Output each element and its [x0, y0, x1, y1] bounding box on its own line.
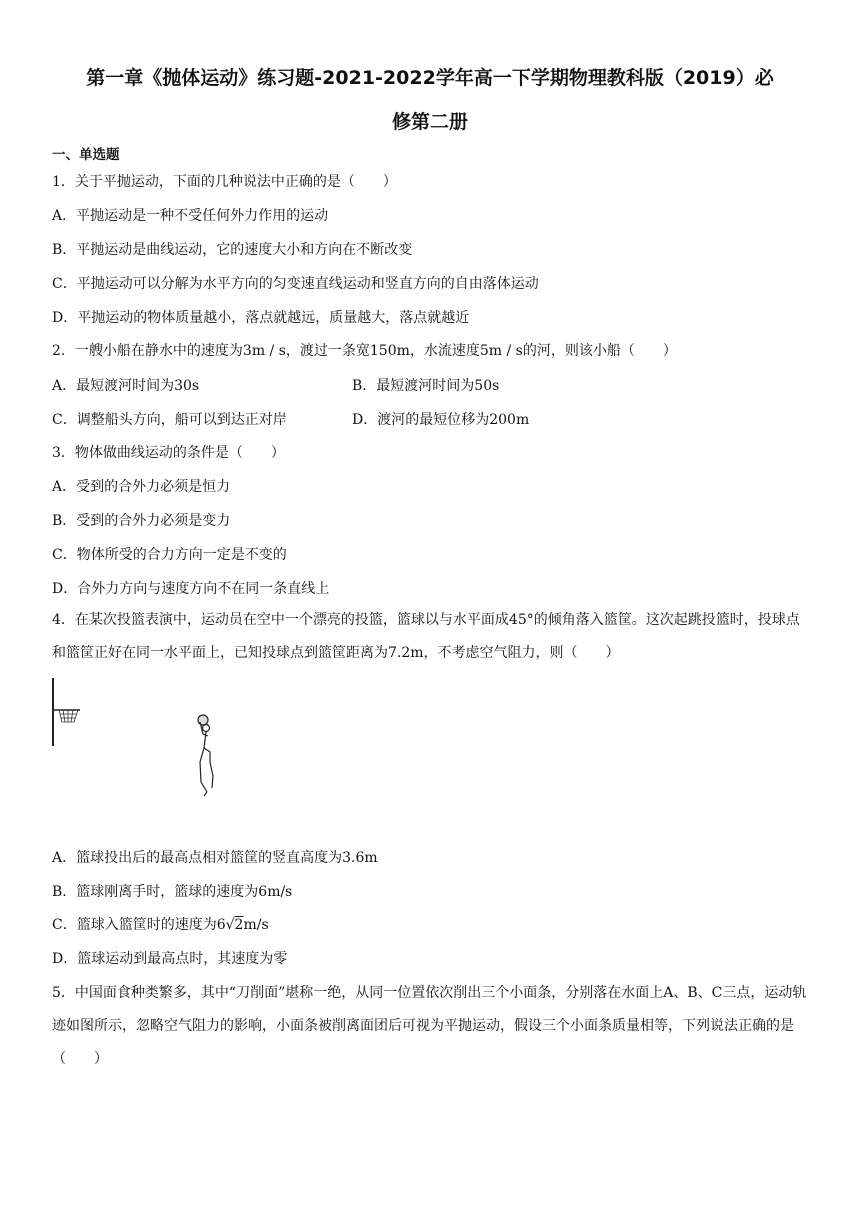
q1-stem: 1．关于平抛运动，下面的几种说法中正确的是（ ）: [52, 174, 397, 190]
title-line-2: 修第二册: [391, 111, 468, 133]
q4-option-c-prefix: C．篮球入篮筐时的速度为6: [52, 917, 226, 933]
basketball-icon: [198, 715, 208, 725]
q3-stem: 3．物体做曲线运动的条件是（ ）: [52, 445, 285, 461]
q2-stem: 2．一艘小船在静水中的速度为3m / s，渡过一条宽150m，水流速度5m / s的河，则该小船（ ）: [52, 343, 677, 359]
q2-option-d: D．渡河的最短位移为200m: [352, 412, 530, 428]
q3-option-d: D．合外力方向与速度方向不在同一条直线上: [52, 581, 330, 597]
q4-option-c: [52, 915, 269, 935]
q1-option-b: B．平抛运动是曲线运动，它的速度大小和方向在不断改变: [52, 242, 413, 258]
q3-option-a: A．受到的合外力必须是恒力: [52, 479, 231, 495]
q4-option-b: B．篮球刚离手时，篮球的速度为6m/s: [52, 884, 293, 900]
q4-option-c-unit: m/s: [243, 917, 269, 933]
q1-option-a: A．平抛运动是一种不受任何外力作用的运动: [52, 208, 329, 224]
player-icon: [198, 715, 213, 796]
q2-option-c: C．调整船头方向，船可以到达正对岸: [52, 412, 287, 428]
q1-option-c: C．平抛运动可以分解为水平方向的匀变速直线运动和竖直方向的自由落体运动: [52, 276, 539, 292]
q5-stem: 5．中国面食种类繁多，其中“刀削面”堪称一绝，从同一位置依次削出三个小面条，分别落在水面上A、B、C三点，运动轨迹如图所示，忽略空气阻力的影响，小面条被削离面团后可视为平抛运动，假设三个小面条质量相等，下列说法正确的是（ ）: [52, 985, 807, 1067]
hoop-net: [59, 710, 78, 722]
sqrt-symbol: √: [225, 917, 235, 933]
q2-option-a: A．最短渡河时间为30s: [52, 378, 200, 394]
q4-stem: 4．在某次投篮表演中，运动员在空中一个漂亮的投篮，篮球以与水平面成45°的倾角落入篮筐。这次起跳投篮时，投球点和篮筐正好在同一水平面上，已知投球点到篮筐距离为7.2m，不考虑空气阻力，则（ ）: [52, 612, 800, 661]
q4-option-d: D．篮球运动到最高点时，其速度为零: [52, 951, 288, 967]
title-line-1: 第一章《抛体运动》练习题-2021-2022学年高一下学期物理教科版（2019）必: [86, 67, 774, 89]
q3-option-b: B．受到的合外力必须是变力: [52, 513, 231, 529]
basketball-figure: [50, 676, 250, 806]
sqrt-radicand: 2: [234, 917, 244, 933]
section-heading: 一、单选题: [52, 147, 120, 163]
q3-option-c: C．物体所受的合力方向一定是不变的: [52, 547, 287, 563]
q4-option-a: A．篮球投出后的最高点相对篮筐的竖直高度为3.6m: [52, 850, 378, 866]
document-title: [40, 56, 820, 144]
q1-option-d: D．平抛运动的物体质量越小，落点就越远，质量越大，落点就越近: [52, 310, 470, 326]
q2-option-b: B．最短渡河时间为50s: [352, 378, 500, 394]
